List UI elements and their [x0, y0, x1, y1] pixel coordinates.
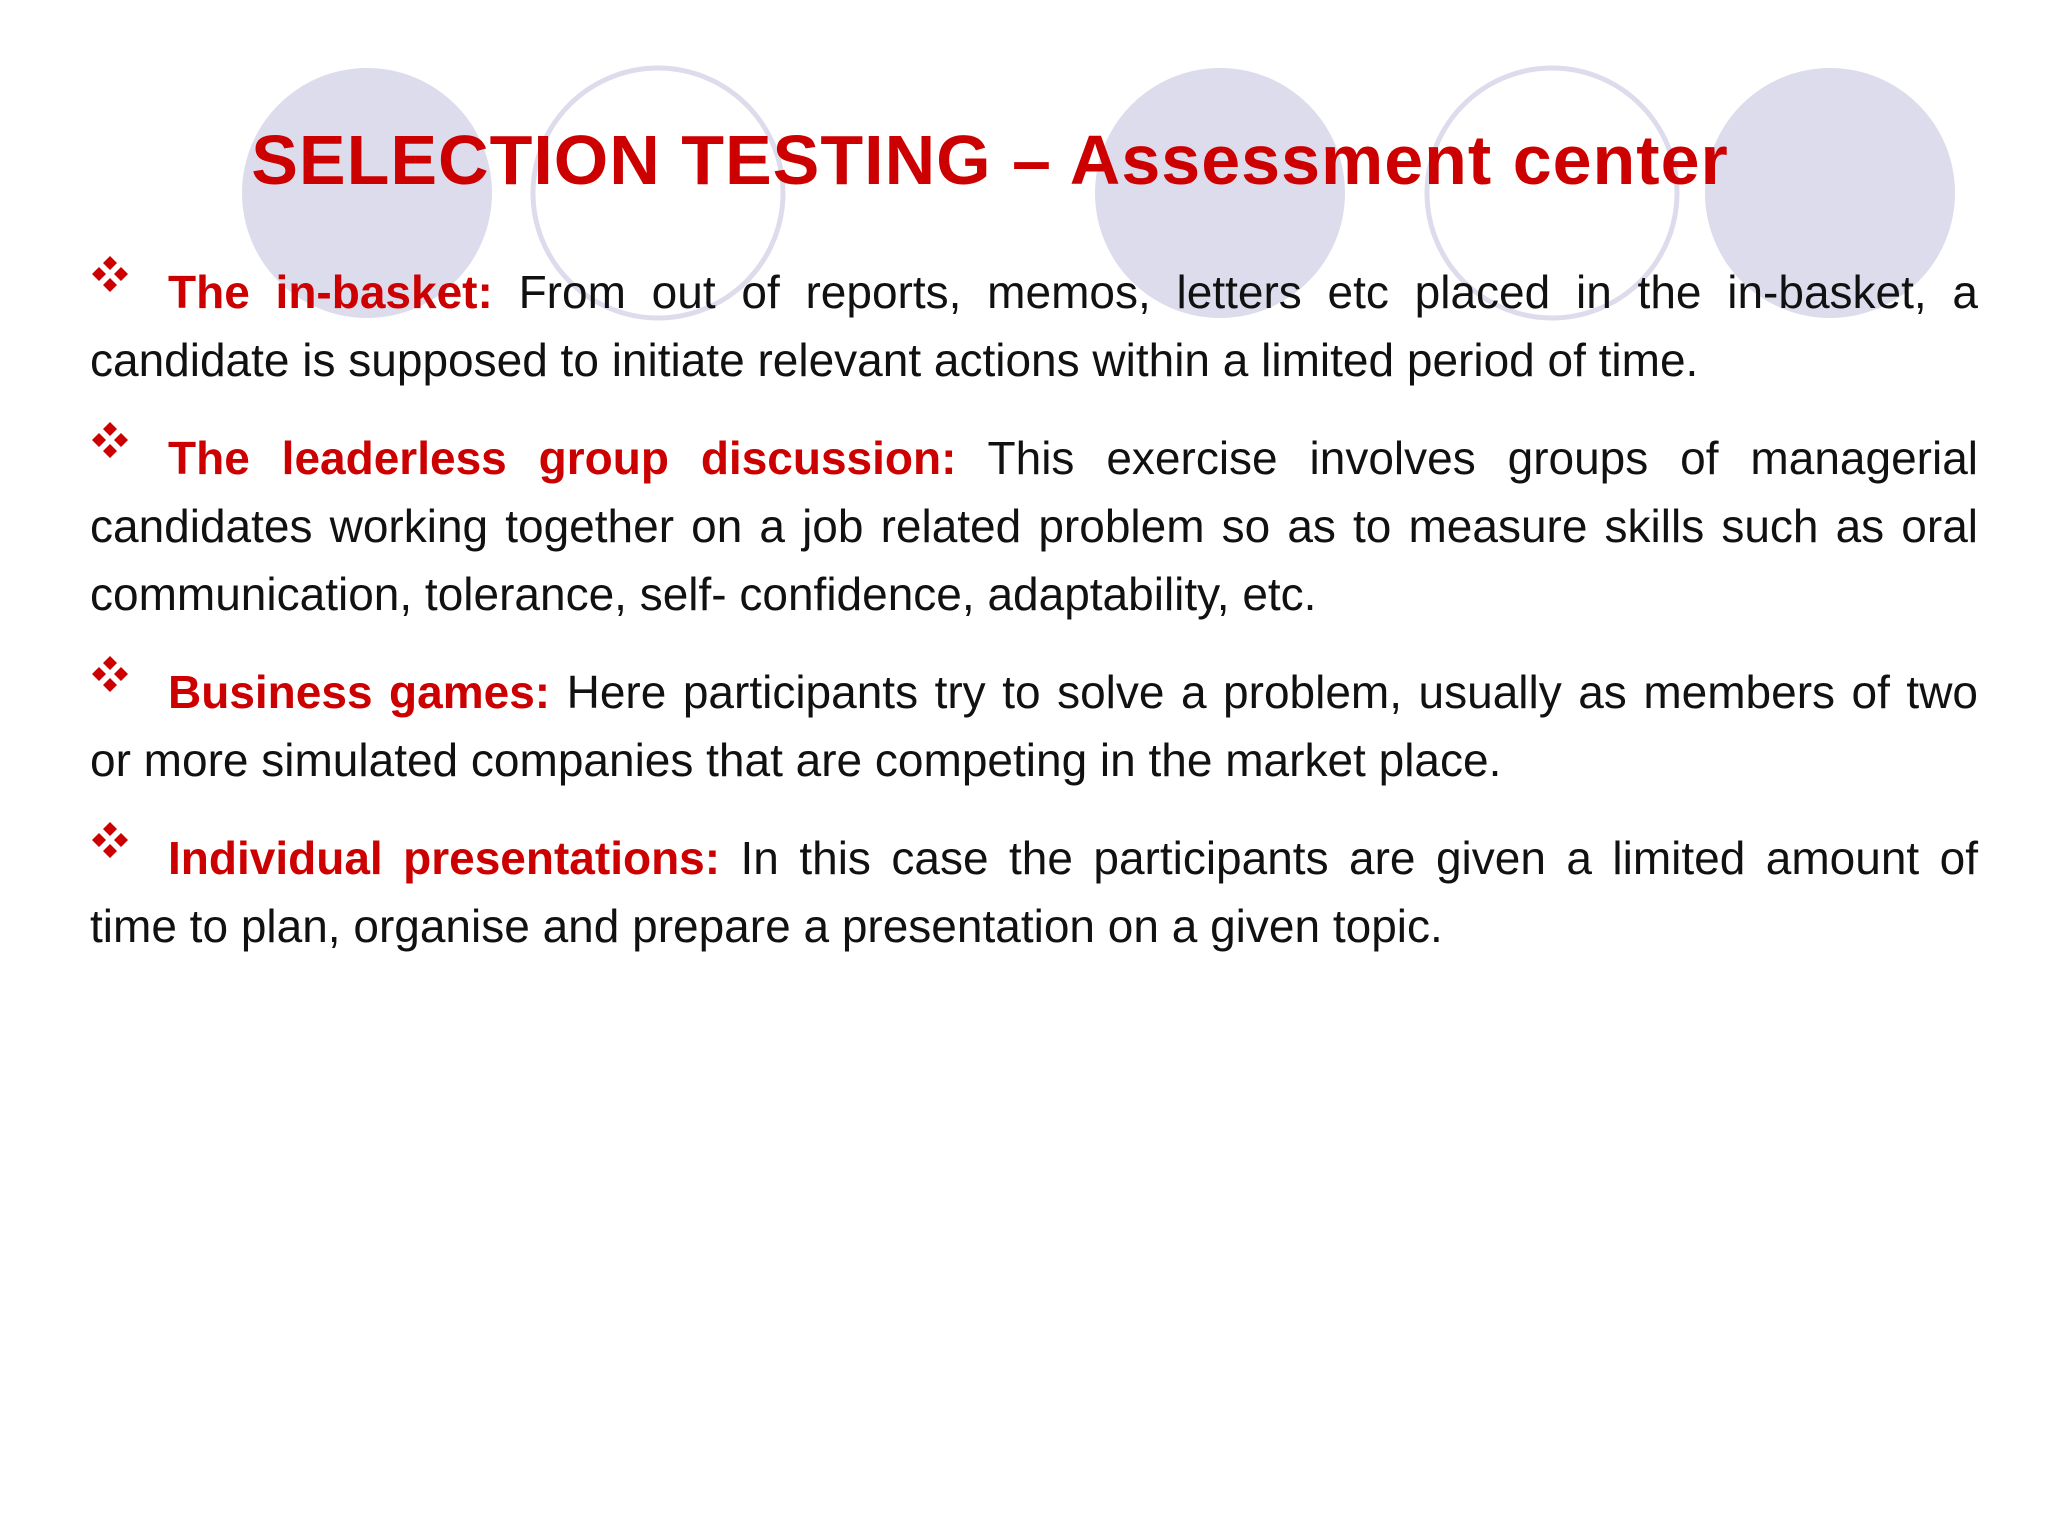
bullet-list	[90, 258, 1978, 990]
four-diamond-bullet-icon	[90, 254, 168, 294]
item-term: The leaderless group discussion:	[168, 432, 957, 484]
list-item-leaderless-group-discussion	[90, 424, 1978, 628]
item-text: Here participants try to solve a problem, usually as members of two or more simulated companies that are competing in the market place.	[90, 666, 1978, 786]
four-diamond-bullet-icon	[90, 654, 168, 694]
four-diamond-bullet-icon	[90, 420, 168, 460]
item-term: The in-basket:	[168, 266, 493, 318]
list-item-in-basket	[90, 258, 1978, 394]
item-text: This exercise involves groups of managerial candidates working together on a job related problem so as to measure skills such as oral communication, tolerance, self- confidence, adaptability, etc.	[90, 432, 1978, 620]
item-text: In this case the participants are given a limited amount of time to plan, organise and prepare a presentation on a given topic.	[90, 832, 1978, 952]
item-term: Individual presentations:	[168, 832, 721, 884]
list-item-business-games	[90, 658, 1978, 794]
list-item-individual-presentations	[90, 824, 1978, 960]
item-term: Business games:	[168, 666, 551, 718]
four-diamond-bullet-icon	[90, 820, 168, 860]
item-text: From out of reports, memos, letters etc placed in the in-basket, a candidate is supposed to initiate relevant actions within a limited period of time.	[90, 266, 1979, 386]
slide-title: SELECTION TESTING – Assessment center	[251, 121, 1729, 199]
